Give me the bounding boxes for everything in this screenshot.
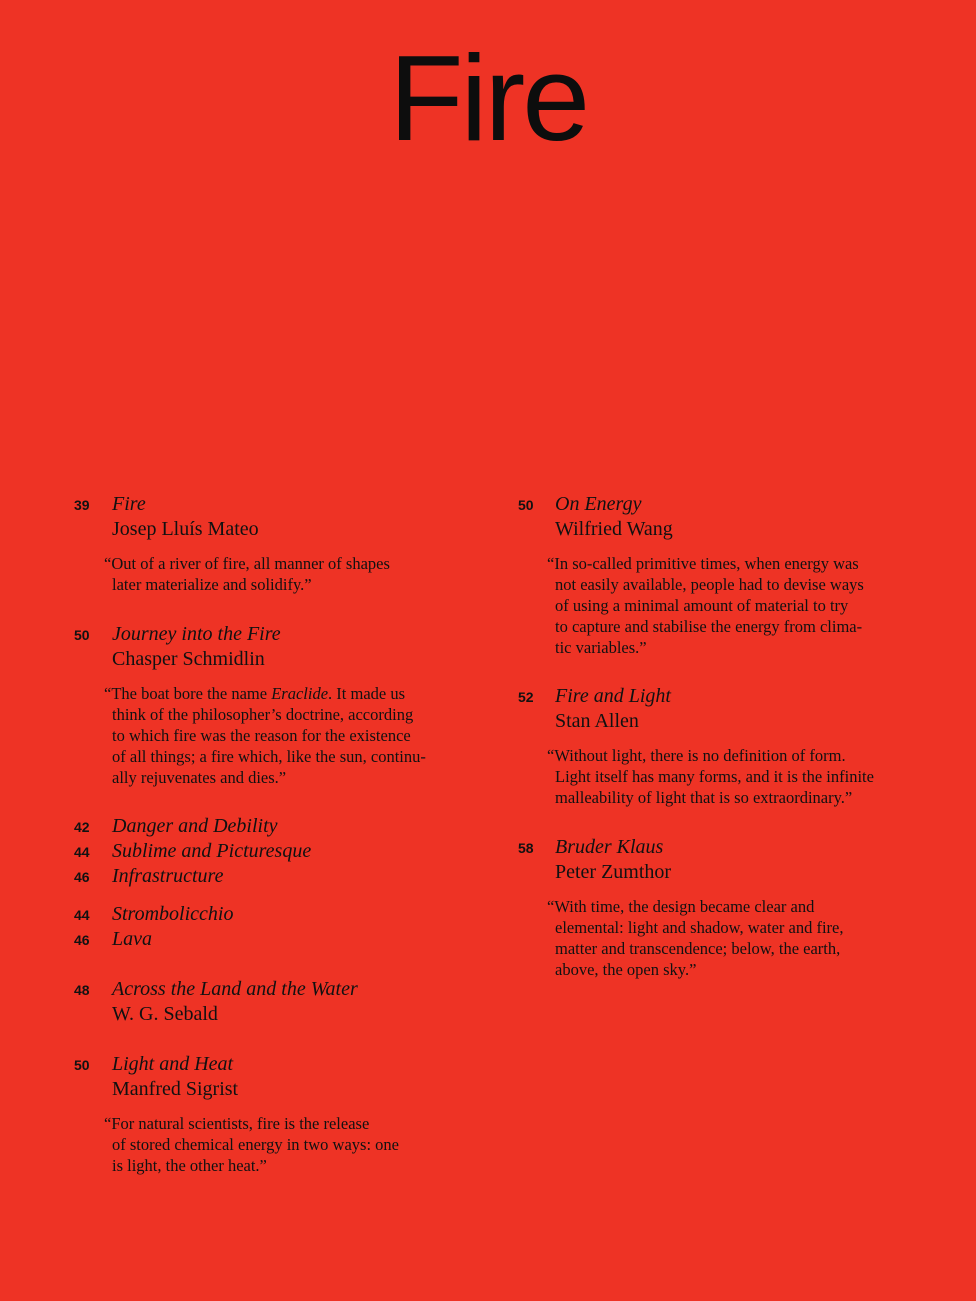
entry-author: Manfred Sigrist bbox=[112, 1078, 239, 1100]
entry-quote: “The boat bore the name Eraclide. It made us think of the philosopher’s doctrine, according to which fire was the reason for the existence of all things; a fire which, like the sun, continu- ally rejuvenates and dies.” bbox=[104, 684, 426, 787]
entry-title: Journey into the Fire bbox=[112, 623, 281, 645]
entry-title: Fire and Light bbox=[555, 685, 671, 707]
page-number: 46 bbox=[74, 932, 90, 948]
page-number: 52 bbox=[518, 689, 534, 705]
entry-quote: “For natural scientists, fire is the release of stored chemical energy in two ways: one is light, the other heat.” bbox=[104, 1114, 399, 1175]
entry-title: Bruder Klaus bbox=[555, 836, 664, 858]
entry-author: Wilfried Wang bbox=[555, 518, 673, 540]
entry-title: Strombolicchio bbox=[112, 903, 234, 925]
page-title: Fire bbox=[388, 30, 588, 166]
page-number: 48 bbox=[74, 982, 90, 998]
page-number: 50 bbox=[74, 1057, 90, 1073]
entry-title: Fire bbox=[112, 493, 146, 515]
page-number: 50 bbox=[518, 497, 534, 513]
page-number: 58 bbox=[518, 840, 534, 856]
entry-author: Chasper Schmidlin bbox=[112, 648, 265, 670]
page-number: 42 bbox=[74, 819, 90, 835]
entry-title: On Energy bbox=[555, 493, 642, 515]
entry-quote: “Without light, there is no definition of form. Light itself has many forms, and it is the infinite malleability of light that is so extraordinary.” bbox=[547, 746, 874, 807]
page-number: 39 bbox=[74, 497, 90, 513]
page-number: 50 bbox=[74, 627, 90, 643]
entry-title: Danger and Debility bbox=[112, 815, 278, 837]
entry-quote: “With time, the design became clear and elemental: light and shadow, water and fire, matter and transcendence; below, the earth, above, the open sky.” bbox=[547, 897, 844, 979]
page-number: 46 bbox=[74, 869, 90, 885]
entry-author: Josep Lluís Mateo bbox=[112, 518, 259, 540]
page-number: 44 bbox=[74, 844, 90, 860]
entry-title: Infrastructure bbox=[112, 865, 224, 887]
entry-quote: “Out of a river of fire, all manner of shapes later materialize and solidify.” bbox=[104, 554, 390, 594]
entry-author: Peter Zumthor bbox=[555, 861, 672, 883]
entry-title: Sublime and Picturesque bbox=[112, 840, 312, 862]
entry-author: W. G. Sebald bbox=[112, 1003, 218, 1025]
entry-title: Light and Heat bbox=[112, 1053, 234, 1075]
entry-title: Across the Land and the Water bbox=[112, 978, 358, 1000]
entry-quote: “In so-called primitive times, when energy was not easily available, people had to devise ways of using a minimal amount of material to try to capture and stabilise the energy from clima- tic variables.” bbox=[547, 554, 864, 657]
entry-title: Lava bbox=[112, 928, 152, 950]
page-number: 44 bbox=[74, 907, 90, 923]
entry-author: Stan Allen bbox=[555, 710, 639, 732]
